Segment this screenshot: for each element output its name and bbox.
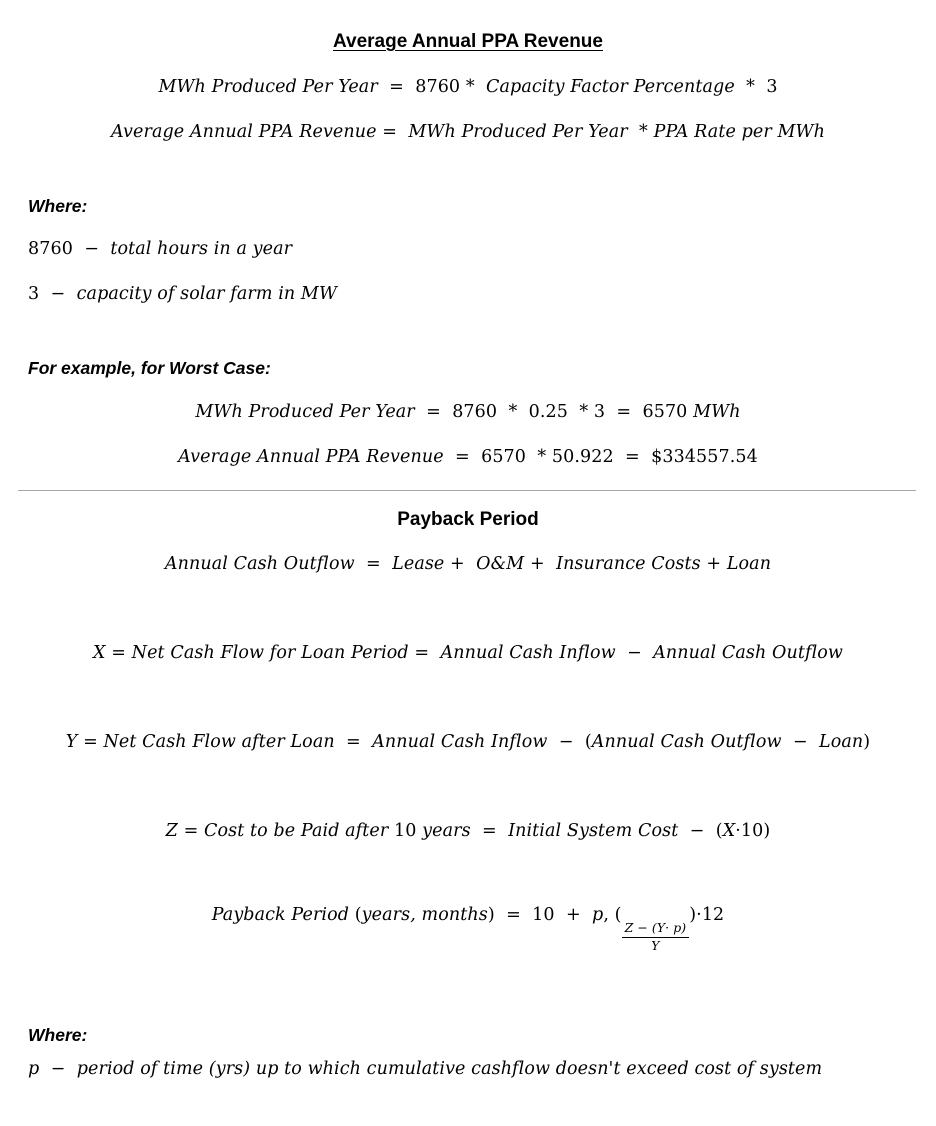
example-mwh-produced-per-year: MWh Produced Per Year = 8760 * 0.25 * 3 = 6570 MWh xyxy=(195,402,741,422)
where-heading-revenue: Where: xyxy=(28,196,88,216)
payback-section-title: Payback Period xyxy=(397,509,539,530)
formula-annual-cash-outflow: Annual Cash Outflow = Lease + O&M + Insurance Costs + Loan xyxy=(164,554,772,574)
worst-case-example-heading: For example, for Worst Case: xyxy=(28,358,271,378)
revenue-section-title: Average Annual PPA Revenue xyxy=(333,31,603,52)
example-average-annual-ppa-revenue: Average Annual PPA Revenue = 6570 * 50.922 = $334557.54 xyxy=(178,447,758,467)
formula-payback-period: Payback Period (years, months) = 10 + p, ( $\frac{Z - (Y\cdot p)}{Y}$ )·12 xyxy=(211,905,725,953)
section-divider xyxy=(18,490,916,491)
definition-8760: 8760 − total hours in a year xyxy=(28,239,293,259)
definition-p: p − period of time (yrs) up to which cumulative cashflow doesn't exceed cost of system xyxy=(28,1058,823,1079)
formula-y-net-cash-flow-after-loan: Y = Net Cash Flow after Loan = Annual Cash Inflow − (Annual Cash Outflow − Loan) xyxy=(65,732,871,752)
formula-average-annual-ppa-revenue: Average Annual PPA Revenue = MWh Produced Per Year * PPA Rate per MWh xyxy=(111,122,825,142)
formula-z-cost-after-10-years: Z = Cost to be Paid after 10 years = Initial System Cost − (X·10) xyxy=(165,821,771,841)
formula-x-net-cash-flow-loan-period: X = Net Cash Flow for Loan Period = Annual Cash Inflow − Annual Cash Outflow xyxy=(93,643,843,663)
definition-3: 3 − capacity of solar farm in MW xyxy=(28,284,338,304)
formula-mwh-produced-per-year: MWh Produced Per Year = 8760 * Capacity Factor Percentage * 3 xyxy=(158,77,778,97)
fraction: $\frac{Z - (Y\cdot p)}{Y}$ xyxy=(622,921,690,954)
where-heading-payback: Where: xyxy=(28,1024,88,1045)
